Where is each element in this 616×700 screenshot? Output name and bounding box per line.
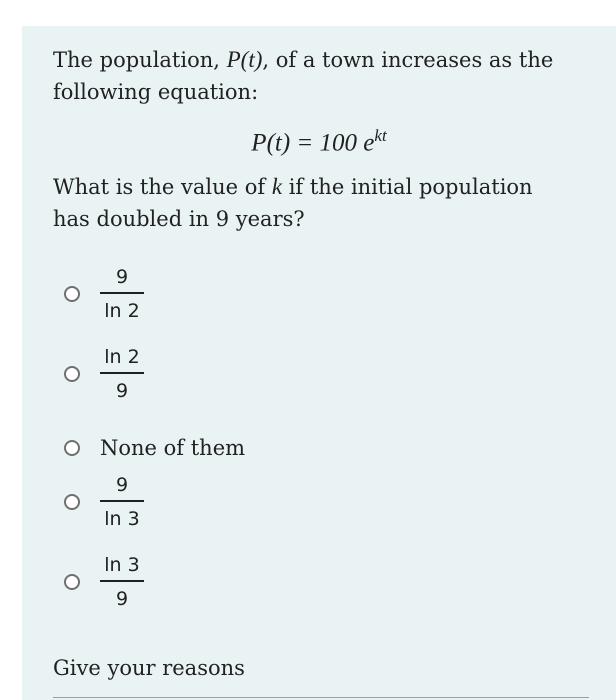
question-card <box>22 26 616 700</box>
equation-lhs: P(t) = 100 <box>251 129 364 157</box>
population-function: P(t) <box>226 47 263 72</box>
ask-suffix: if the initial population has doubled in 9 years? <box>53 175 533 231</box>
question-text <box>53 44 573 108</box>
radio-button[interactable] <box>64 286 80 302</box>
option-5[interactable] <box>64 552 144 612</box>
fraction-denominator: 9 <box>115 588 129 610</box>
fraction-numerator: 9 <box>115 266 129 288</box>
option-2[interactable] <box>64 344 144 404</box>
fraction-denominator: ln 2 <box>104 300 140 322</box>
radio-button[interactable] <box>64 494 80 510</box>
option-label: None of them <box>100 436 246 460</box>
question-ask <box>53 171 573 235</box>
radio-button[interactable] <box>64 574 80 590</box>
equation-base: e <box>363 129 375 157</box>
ask-prefix: What is the value of <box>53 175 272 199</box>
equation <box>22 126 616 157</box>
option-3[interactable] <box>64 418 245 478</box>
fraction-denominator: 9 <box>115 380 129 402</box>
radio-button[interactable] <box>64 366 80 382</box>
option-fraction <box>100 266 144 322</box>
option-4[interactable] <box>64 472 144 532</box>
fraction-numerator: ln 2 <box>104 346 140 368</box>
fraction-numerator: ln 3 <box>104 554 140 576</box>
option-fraction <box>100 474 144 530</box>
radio-button[interactable] <box>64 440 80 456</box>
ask-variable: k <box>271 174 283 199</box>
equation-exponent: kt <box>374 126 387 145</box>
question-suffix: , of a town increases as the following equation: <box>53 48 554 104</box>
question-prefix: The population, <box>53 48 227 72</box>
reasons-input-underline[interactable] <box>53 697 589 698</box>
fraction-denominator: ln 3 <box>104 508 140 530</box>
fraction-numerator: 9 <box>115 474 129 496</box>
option-fraction <box>100 554 144 610</box>
option-fraction <box>100 346 144 402</box>
reasons-label: Give your reasons <box>53 656 245 680</box>
option-1[interactable] <box>64 264 144 324</box>
